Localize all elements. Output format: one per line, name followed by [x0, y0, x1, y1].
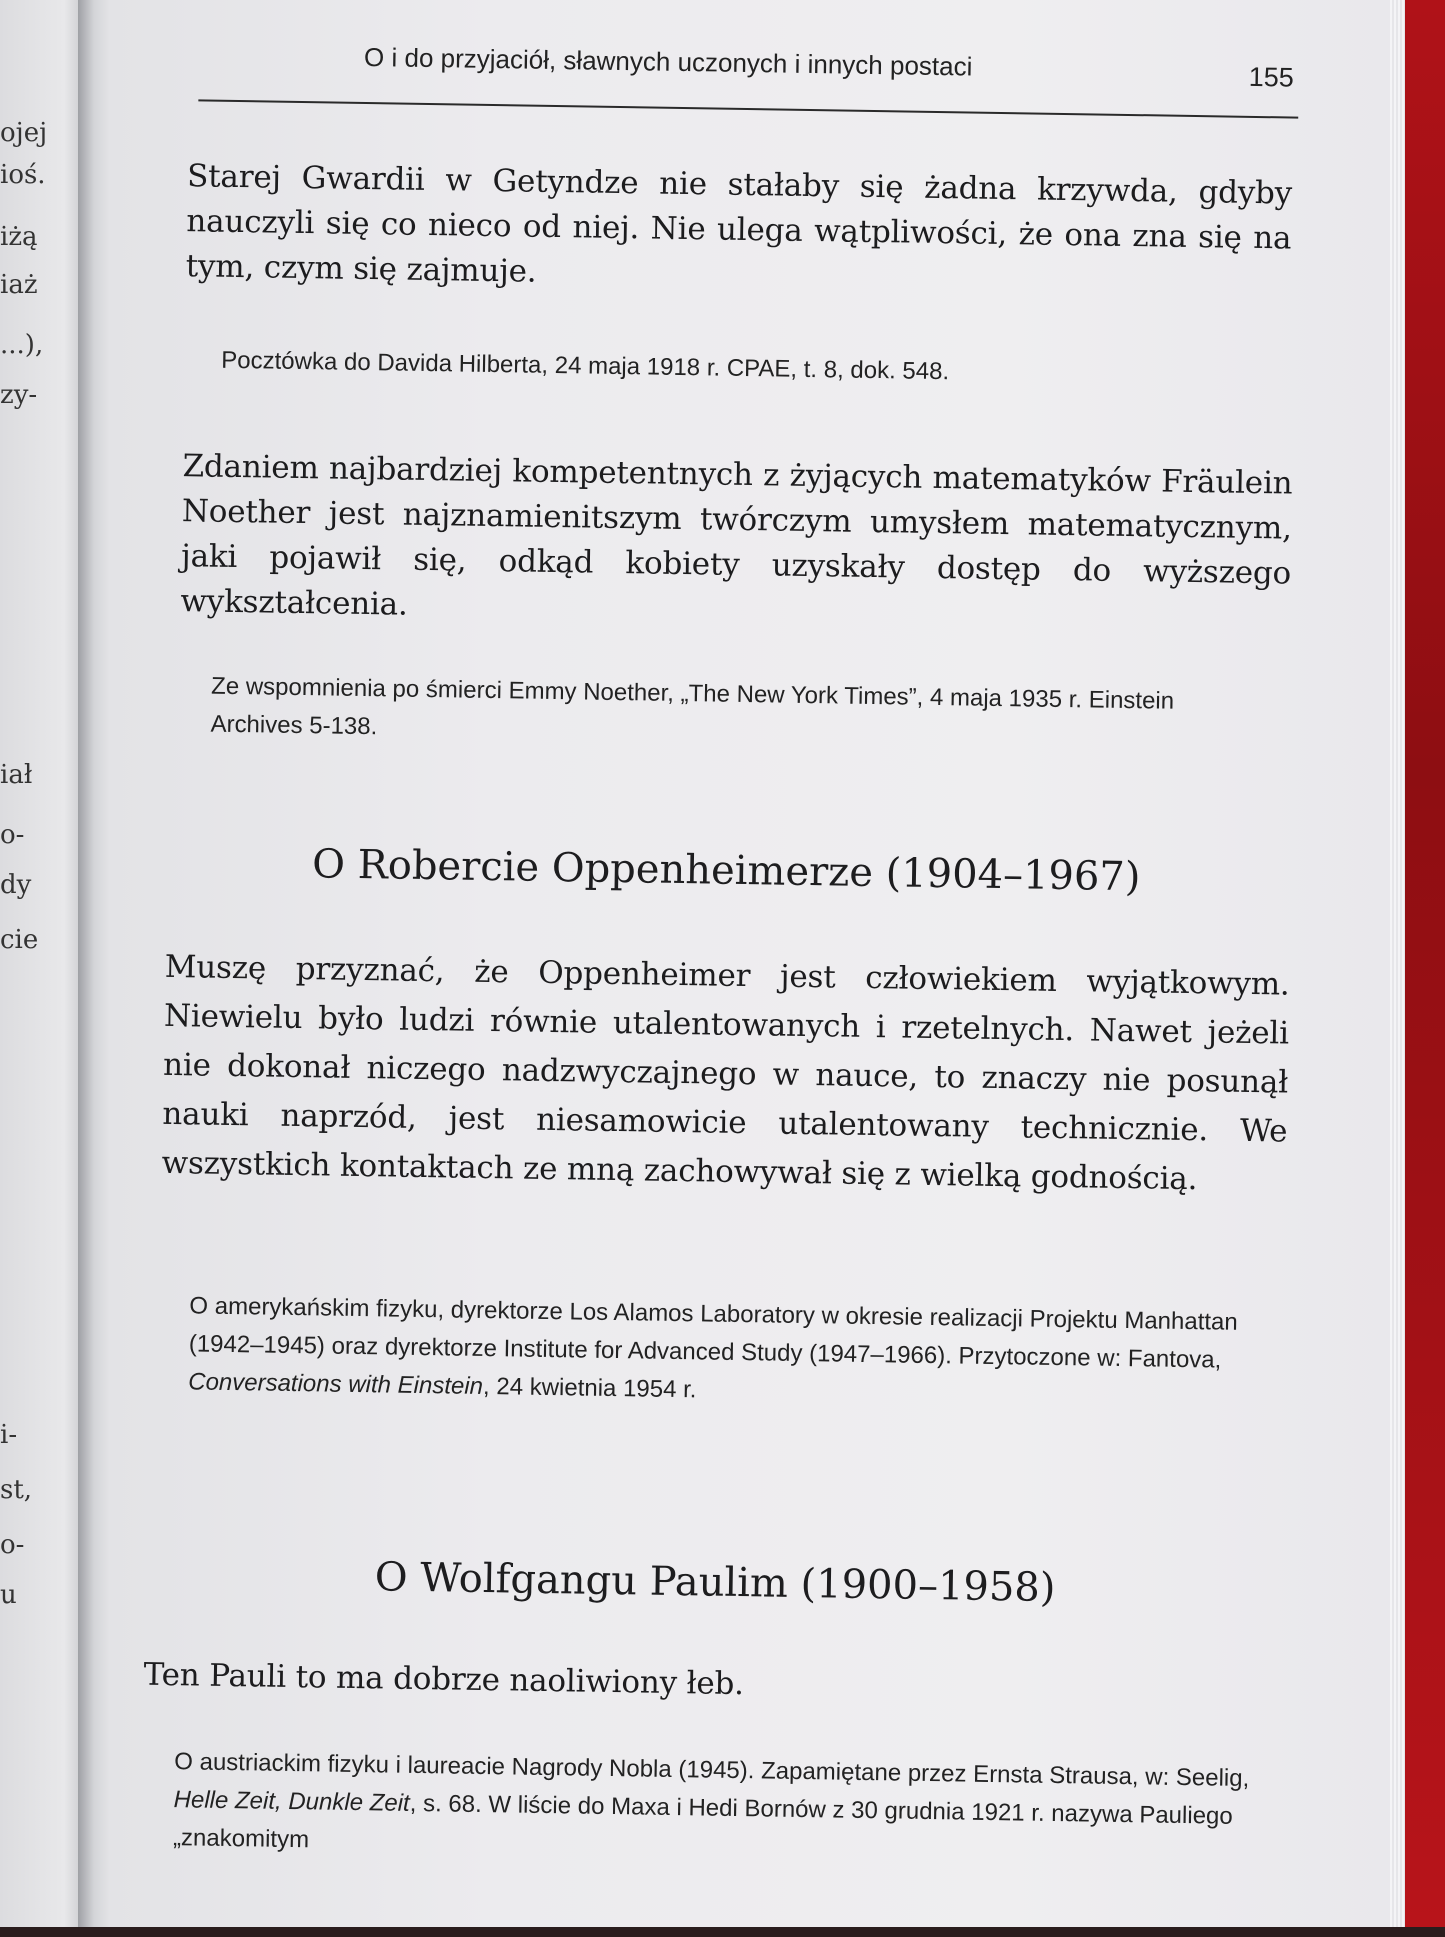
source-text: , 24 kwietnia 1954 r.: [482, 1372, 697, 1404]
left-page-fragment: iżą: [0, 222, 38, 252]
left-page-fragment: o-: [0, 820, 25, 850]
page-content: [80, 0, 1390, 1937]
left-page-fragment: st,: [0, 1475, 33, 1505]
header-rule: [198, 99, 1298, 118]
source-title: Helle Zeit, Dunkle Zeit: [173, 1786, 410, 1817]
paragraph: Muszę przyznać, że Oppenheimer jest człowiekiem wyjątkowym. Niewielu było ludzi równie utalentowanych i rzetelnych. Nawet jeżeli nie dokonał niczego nadzwyczajnego w nauce, to znaczy nie posunął nauki naprzód, jest niesamowicie utalentowany technicznie. We wszystkich kontaktach ze mną zachowywał się z wielką godnością.: [161, 948, 1290, 1198]
paragraph: Starej Gwardii w Getyndze nie stałaby się żadna krzywda, gdyby nauczyli się co nieco od niej. Nie ulega wątpliwości, że ona zna się na tym, czym się zajmuje.: [185, 158, 1293, 290]
paragraph: Zdaniem najbardziej kompetentnych z żyjących matematyków Fräulein Noether jest najznamienitszym twórczym umysłem matematycznym, jaki pojawił się, odkąd kobiety uzyskały dostęp do wyższego wykształcenia.: [180, 448, 1293, 623]
running-head: [363, 41, 1295, 93]
section-heading: O Wolfgangu Paulim (1900–1958): [374, 1554, 1056, 1611]
left-page-fragment: iał: [0, 760, 33, 790]
left-page-fragment: o-: [0, 1530, 25, 1560]
page-number: 155: [1248, 61, 1295, 93]
section-heading: O Robercie Oppenheimerze (1904–1967): [311, 841, 1141, 901]
running-head-title: O i do przyjaciół, sławnych uczonych i innych postaci: [363, 41, 973, 82]
left-page-fragment: zy-: [0, 380, 38, 410]
left-page-fragment: ioś.: [0, 160, 46, 190]
source-citation: Ze wspomnienia po śmierci Emmy Noether, „The New York Times”, 4 maja 1935 r. Einstein Archives 5-138.: [210, 672, 1175, 741]
left-page-fragment: u: [0, 1580, 17, 1610]
left-page-fragment: cie: [0, 925, 39, 955]
left-page-fragment: iaż: [0, 270, 38, 300]
source-text: , s. 68. W liście do Maxa i Hedi Bornów z 30 grudnia 1921 r. nazywa Pauliego „znakomitym: [172, 1789, 1233, 1854]
red-background: [1405, 0, 1445, 1927]
source-title: Conversations with Einstein: [188, 1368, 484, 1400]
left-page-fragment: ojej: [0, 118, 48, 148]
source-citation: [188, 1287, 1280, 1418]
source-text: O amerykańskim fizyku, dyrektorze Los Alamos Laboratory w okresie realizacji Projektu Manhattan (1942–1945) oraz dyrektorze Institute for Advanced Study (1947–1966). Przytoczone w: Fantova,: [188, 1292, 1238, 1374]
paragraph: Ten Pauli to ma dobrze naoliwiony łeb.: [143, 1656, 745, 1703]
source-citation: [173, 1743, 1275, 1874]
left-page-fragment: i-: [0, 1420, 18, 1450]
left-page-fragment: dy: [0, 870, 32, 900]
source-citation: Pocztówka do Davida Hilberta, 24 maja 1918 r. CPAE, t. 8, dok. 548.: [221, 346, 950, 386]
source-text: O austriackim fizyku i laureacie Nagrody Nobla (1945). Zapamiętane przez Ernsta Strausa, w: Seelig,: [174, 1748, 1250, 1793]
left-page-fragment: ...),: [0, 330, 44, 360]
